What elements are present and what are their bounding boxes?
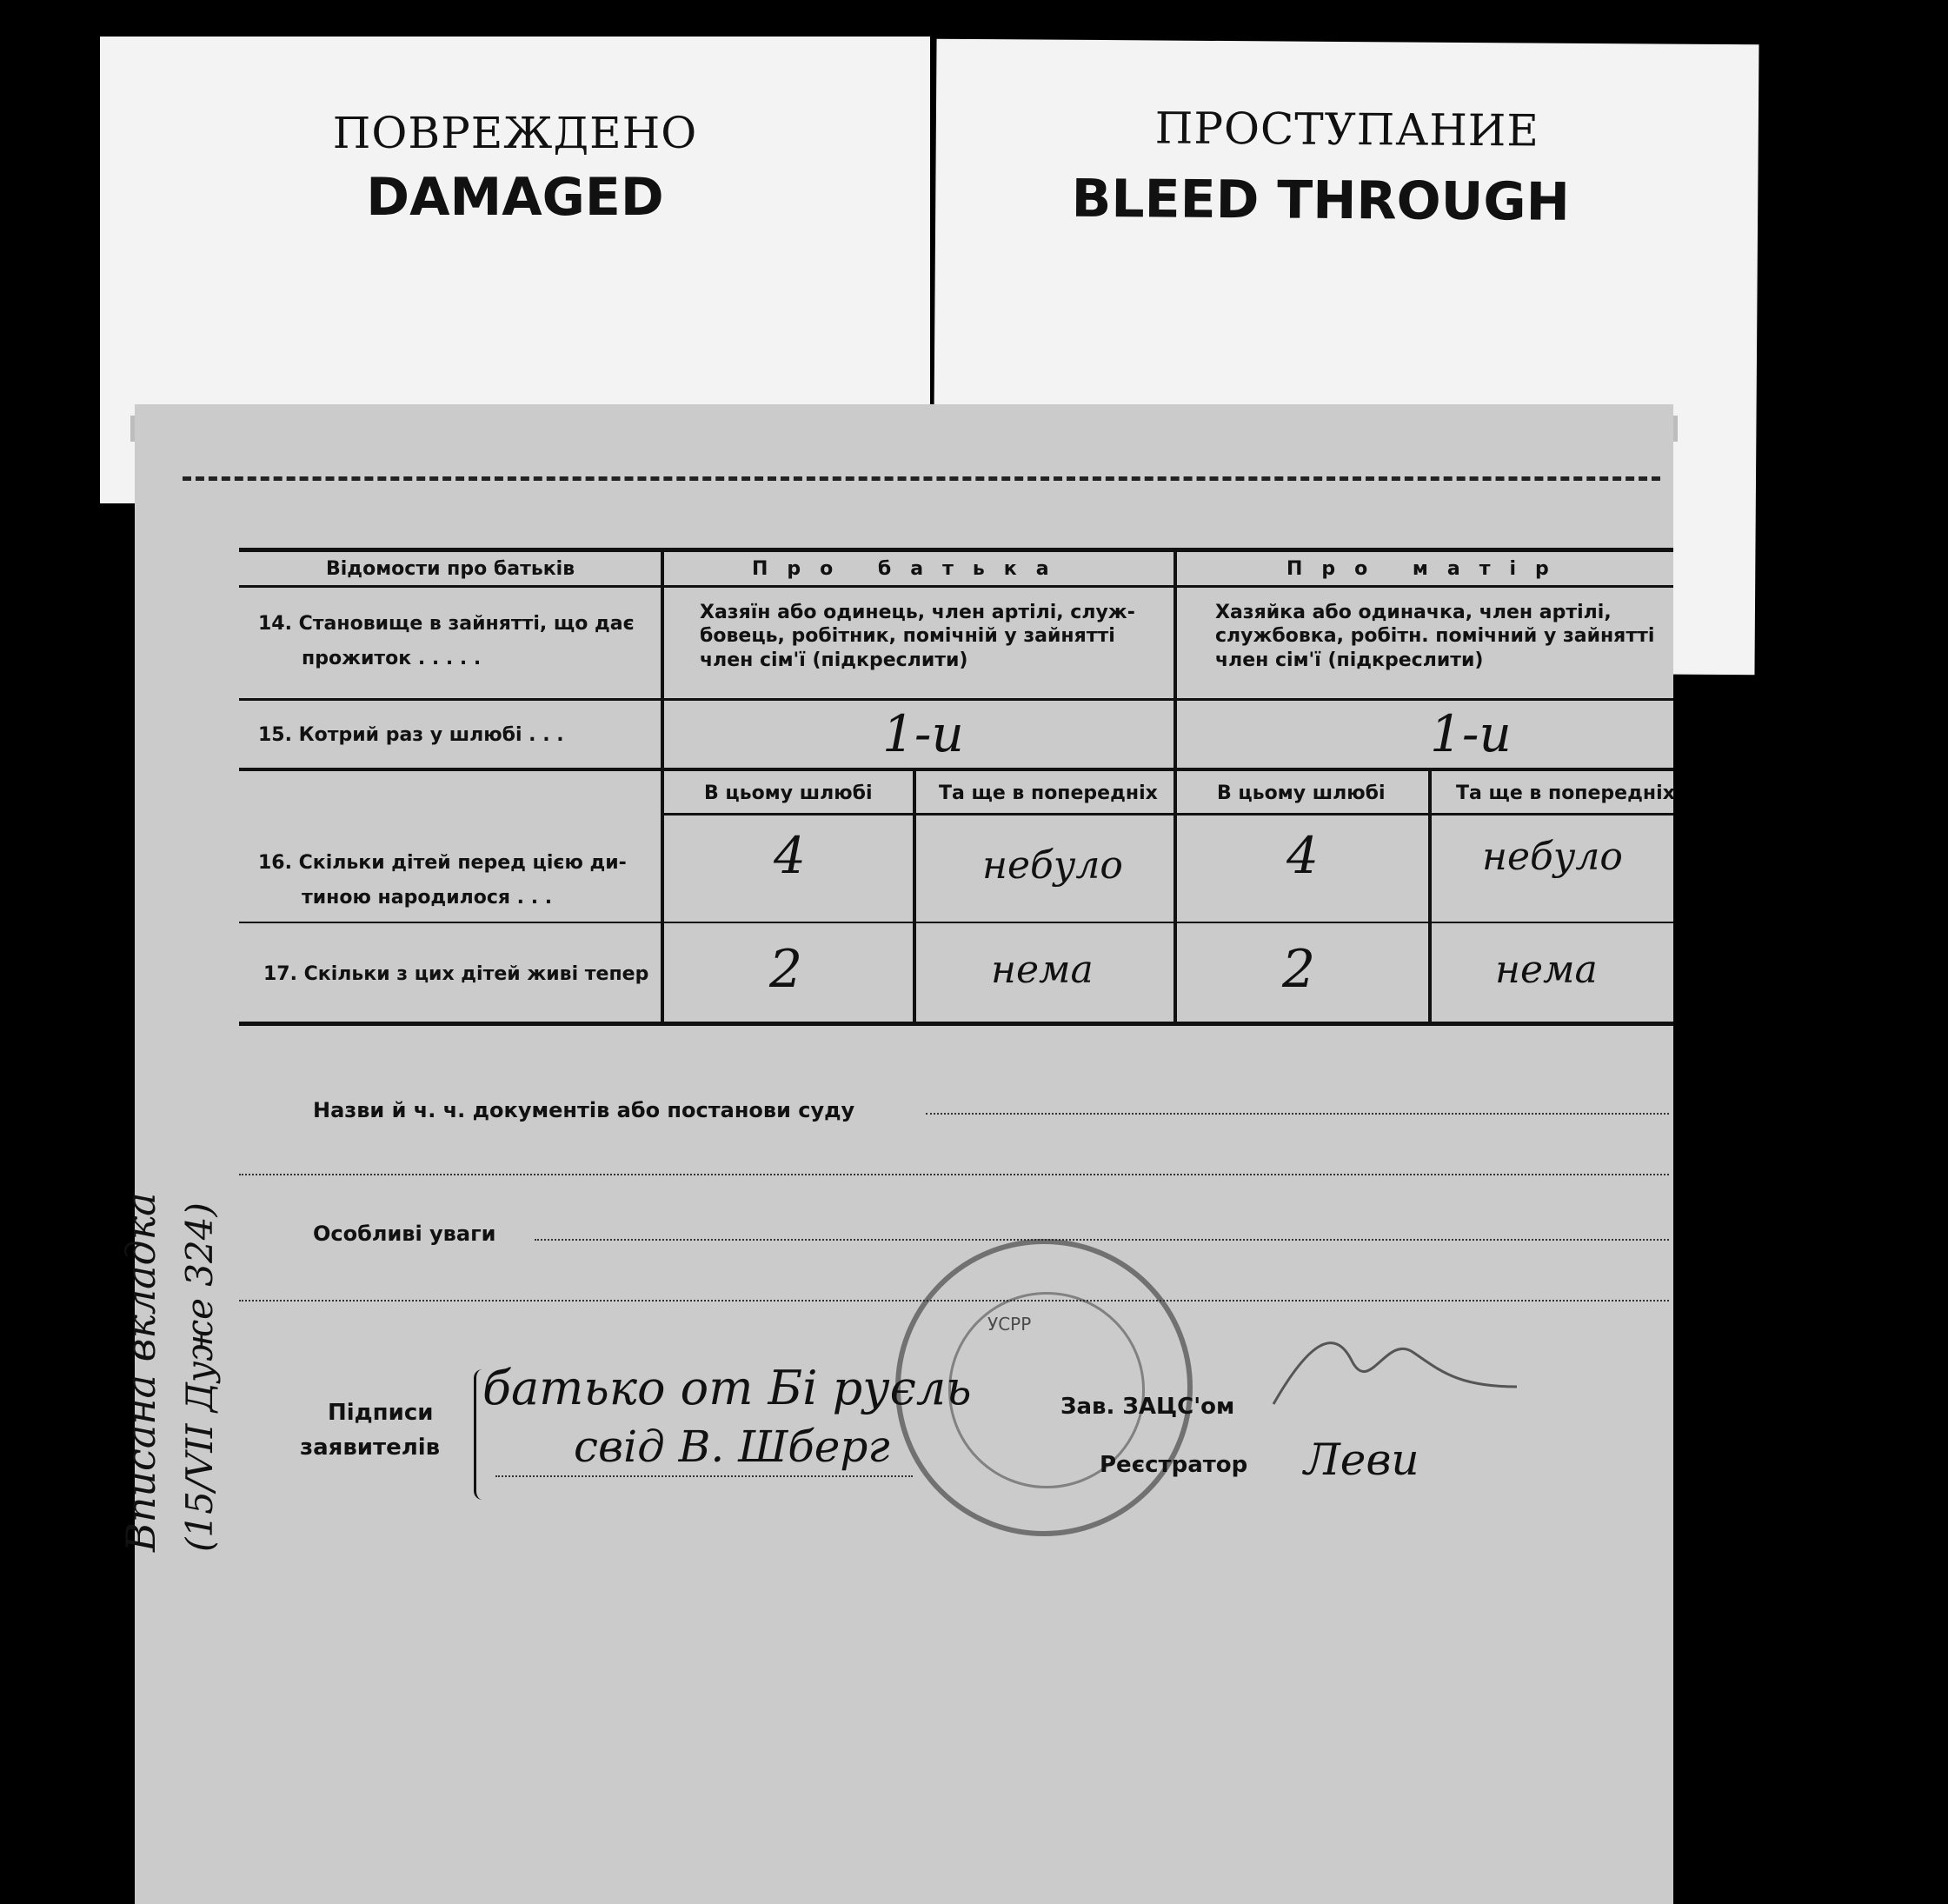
row17-father-this: 2 bbox=[769, 939, 803, 1000]
perforation-line bbox=[183, 476, 1660, 481]
table-top-line bbox=[239, 548, 1673, 552]
header-parents-info: Відомости про батьків bbox=[326, 558, 575, 580]
registrar-label: Реєстратор bbox=[1100, 1452, 1248, 1478]
margin-note-1: Вписана вкладка bbox=[117, 1192, 164, 1552]
table-header-line bbox=[239, 585, 1673, 588]
header-mother: Про матір bbox=[1286, 558, 1568, 580]
documents-dotted-line-2 bbox=[239, 1174, 1669, 1175]
subheader-this-father: В цьому шлюбі bbox=[704, 782, 873, 804]
col-divider-2 bbox=[1173, 548, 1177, 1024]
applicant-signature-1: батько от Бі руєль bbox=[482, 1361, 972, 1415]
row16-line bbox=[239, 922, 1673, 923]
row15-label: 15. Котрий раз у шлюбі . . . bbox=[258, 724, 564, 746]
row16-label-1: 16. Скільки дітей перед цією ди- bbox=[258, 852, 627, 874]
damaged-ru-label: ПОВРЕЖДЕНО bbox=[332, 108, 698, 158]
registration-form bbox=[117, 404, 1675, 1904]
registrar-signature: Леви bbox=[1304, 1435, 1419, 1485]
row14-mother-3: член сім'ї (підкреслити) bbox=[1215, 649, 1484, 671]
bleed-through-en-label: BLEED THROUGH bbox=[1071, 168, 1571, 233]
subheader-this-mother: В цьому шлюбі bbox=[1217, 782, 1386, 804]
row15-line bbox=[239, 768, 1673, 771]
head-signature-scribble bbox=[1256, 1308, 1534, 1430]
row16-father-prev: небуло bbox=[982, 843, 1123, 888]
col-divider-father bbox=[913, 768, 916, 1024]
row17-mother-this: 2 bbox=[1282, 939, 1316, 1000]
margin-note-2: (15/VII Дуже 324) bbox=[178, 1202, 221, 1552]
row14-mother-1: Хазяйка або одиначка, член артілі, bbox=[1215, 602, 1612, 623]
stamp-text: УСРР bbox=[987, 1314, 1032, 1335]
row16-mother-prev: небуло bbox=[1482, 835, 1623, 879]
documents-dotted-line-1 bbox=[926, 1113, 1669, 1115]
row14-father-3: член сім'ї (підкреслити) bbox=[700, 649, 968, 671]
row16-label-2: тиною народилося . . . bbox=[302, 887, 553, 909]
row16-mother-this: 4 bbox=[1286, 826, 1319, 885]
damaged-en-label: DAMAGED bbox=[366, 167, 664, 228]
row15-mother-value: 1-и bbox=[1430, 704, 1512, 763]
documents-label: Назви й ч. ч. документів або постанови суду bbox=[313, 1098, 855, 1122]
signatures-label-1: Підписи bbox=[328, 1400, 434, 1426]
row14-label-1: 14. Становище в зайнятті, що дає bbox=[258, 613, 635, 635]
row14-mother-2: службовка, робітн. помічний у зайнятті bbox=[1215, 625, 1655, 647]
row14-label-2: прожиток . . . . . bbox=[302, 648, 482, 669]
row14-line bbox=[239, 698, 1673, 701]
subheader-prev-mother: Та ще в попередніх bbox=[1456, 782, 1675, 804]
remarks-label: Особливі уваги bbox=[313, 1222, 496, 1246]
applicant-signature-2: свід В. Шберг bbox=[574, 1421, 890, 1472]
row17-label: 17. Скільки з цих дітей живі тепер bbox=[263, 963, 649, 985]
table-bottom-line bbox=[239, 1022, 1673, 1026]
col-divider-mother bbox=[1428, 768, 1432, 1024]
bleed-through-ru-label: ПРОСТУПАНИЕ bbox=[1154, 103, 1540, 156]
head-zags-label: Зав. ЗАЦС'ом bbox=[1060, 1394, 1235, 1420]
header-father: Про батька bbox=[752, 558, 1068, 580]
signature-dotted-line bbox=[495, 1475, 913, 1477]
row14-father-2: бовець, робітник, помічній у зайнятті bbox=[700, 625, 1115, 647]
subheader-prev-father: Та ще в попередніх bbox=[939, 782, 1158, 804]
row16-father-this: 4 bbox=[774, 826, 806, 885]
subheader-line bbox=[661, 813, 1673, 816]
col-divider-1 bbox=[661, 548, 664, 1024]
row15-father-value: 1-и bbox=[882, 704, 964, 763]
row17-mother-prev: нема bbox=[1495, 948, 1598, 992]
row14-father-1: Хазяїн або одинець, член артілі, служ- bbox=[700, 602, 1135, 623]
remarks-dotted-line-1 bbox=[535, 1239, 1669, 1241]
signatures-label-2: заявителів bbox=[300, 1435, 441, 1461]
row17-father-prev: нема bbox=[991, 948, 1094, 992]
